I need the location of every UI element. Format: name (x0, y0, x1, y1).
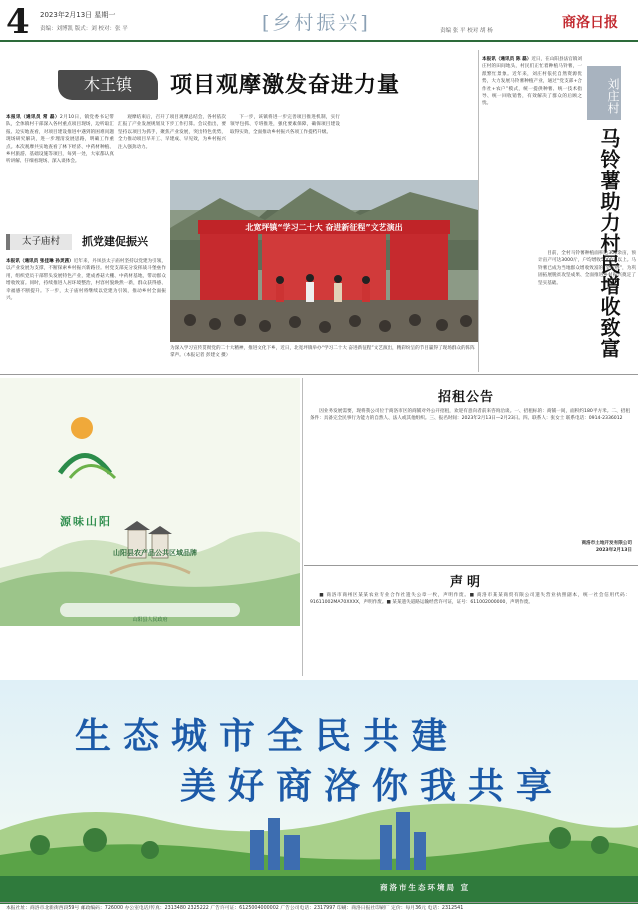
page-header (0, 0, 638, 42)
declaration-title: 声明 (450, 575, 485, 590)
slogan-line-1: 生态城市全民共建 (75, 715, 460, 757)
stage-photo-illustration (170, 180, 478, 342)
header-credits: 责编：刘博凯 版式：刘 校对：张 平 (40, 26, 128, 32)
brand-advertisement (0, 378, 300, 626)
side-article-col2: 目前，全村马铃薯种植面积达300余亩，预计亩产可达3000斤，户均增收5000元以上。马铃薯已成为当地群众增收致富的“金疙瘩”，为巩固拓展脱贫攻坚成果、全面推进乡村振兴奠定了坚实基础。 (538, 251, 636, 286)
sub-article-byline: 本报讯（通讯员 张佳琳 孙灵茜） (6, 259, 74, 264)
side-article-title: 马铃薯助力村民增收致富 (597, 128, 621, 359)
sub-article-tag: 太子庙村 (6, 234, 72, 250)
divider (304, 565, 638, 566)
main-article-col3: 下一步，该镇将进一步完善项目推进机制，实行领导包抓、专班推进，强化要素保障，确保项目建设取得实效，全面推动乡村振兴各项工作提档升级。 (230, 115, 340, 135)
divider (478, 50, 479, 372)
divider (0, 374, 638, 375)
brand-footer: 山阳县人民政府 (132, 617, 168, 623)
stage-banner-text: 北宽坪镇“学习二十大 奋进新征程”文艺演出 (245, 223, 403, 232)
brand-caption: 山阳县农产品公共区域品牌 (113, 549, 197, 557)
side-article-col1: 本报讯（通讯员 陈 磊）近日，在山阳县法官镇刘庄村的田间地头，村民们正忙着种植马铃薯，一派繁忙景象。近年来，刘庄村依托自然资源优势，大力发展马铃薯种植产业，通过“党支部+合作社+农户”模式，统一提供种薯、统一技术指导、统一回收销售，有效解决了群众的后顾之忧。 (482, 57, 582, 107)
sun-icon (71, 417, 93, 439)
section-title: [乡村振兴] (262, 12, 371, 34)
notice-body: 因业务发展需要，现将我公司位于商洛市区的商铺对外公开招租，欢迎有意向者前来咨询洽谈。一、招租标的：商铺一间，面积约180平方米。二、招租条件：具备完全民事行为能力的自然人、法人或其他组织。三、报名时间：2023年2月13日—2月23日。四、联系人：张女士 联系电话：0914-2336012 (310, 409, 630, 422)
declaration-body: ■ 商洛市商州区某某农业专业合作社遗失公章一枚，声明作废。■ 商洛市某某商贸有限公司遗失营业执照副本，统一社会信用代码：91611002MA70XXXX，声明作废。■ 某某遗失道路运输经营许可证，证号：611002000000，声明作废。 (310, 593, 630, 606)
main-article-byline: 本报讯（通讯员 常 磊） (6, 115, 60, 120)
side-article-tag: 刘庄村 (587, 66, 621, 120)
ad-landscape-illustration (0, 378, 300, 626)
notice-date: 2023年2月13日 (595, 548, 632, 554)
main-article-col2: 观摩结束后，召开了项目观摩总结会，各村依次汇报了产业发展规划及下步工作打算。会议指出，要坚持以项目为抓手，聚焦产业发展，突出特色优势，全力推动项目早开工、早建成、早见效，为乡村振兴注入强劲动力。 (118, 115, 226, 150)
sub-article-body: 本报讯（通讯员 张佳琳 孙灵茜）近年来，丹凤县太子庙村坚持以党建为引领，以产业发展为支撑，不断探索乡村振兴新路径。村党支部充分发挥战斗堡垒作用，组织党员干部带头发展特色产业，建成香菇大棚、中药材基地，带动群众增收致富。同时，持续推进人居环境整治，村容村貌焕然一新，群众获得感、幸福感不断提升。下一步，太子庙村将继续以党建为引领，推动乡村全面振兴。 (6, 259, 166, 302)
page-number: 4 (6, 2, 30, 42)
main-article-headline (58, 70, 408, 104)
main-article-col1: 本报讯（通讯员 常 磊）2月10日，镇党委书记带队，全体镇村干部深入各村重点项目现场，边听取汇报、边实地查看，对项目建设推进中遇到的困难问题现场研究解决，进一步理清发展思路，明确工作重点。本次观摩共实地查看了林下经济、中药材种植、乡村旅游、基础设施等项目，每到一处，大家都认真听讲解、仔细看现场、深入谈体会。 (6, 115, 114, 165)
divider (302, 378, 303, 676)
photo-caption: 为深入学习宣传贯彻党的二十大精神，推进文化下乡，近日，北宽坪镇举办“学习二十大 奋进新征程”文艺演出，精彩纷呈的节目赢得了现场群众的阵阵掌声。（本报记者 彭建文 摄） (170, 346, 475, 358)
sub-article-title: 抓党建促振兴 (82, 235, 148, 248)
issue-date: 2023年2月13日 星期一 (40, 11, 116, 19)
performance-photo (170, 180, 478, 342)
headline-title: 项目观摩激发奋进力量 (170, 72, 401, 98)
headline-tag: 木王镇 (58, 70, 158, 100)
banner-sponsor: 商洛市生态环境局 宣 (380, 883, 471, 892)
slogan-line-2: 美好商洛你我共享 (180, 765, 565, 807)
page-footer: 本报社址：商洛市北新街西段59号 邮政编码：726000 办公室电话/传真：2313480 2325222 广告许可证：6125004000002 广告公司电话：2317997 印刷：商洛日报社印刷厂 定价：每月36元 电话：2312541 (0, 902, 638, 913)
newspaper-logo: 商洛日报 (562, 15, 618, 31)
editor-line: 责编 张 平 校对 胡 杨 (440, 28, 493, 34)
notice-signature: 商洛市土地开发有限公司 2023年2月13日 (500, 540, 632, 560)
photo-credit: （本报记者 彭建文 摄） (183, 353, 231, 358)
brand-logo-text: 源味山阳 (60, 515, 112, 528)
sub-article-headline (6, 232, 166, 254)
notice-title: 招租公告 (438, 390, 495, 405)
side-article-byline: 本报讯（通讯员 陈 磊） (482, 57, 532, 62)
